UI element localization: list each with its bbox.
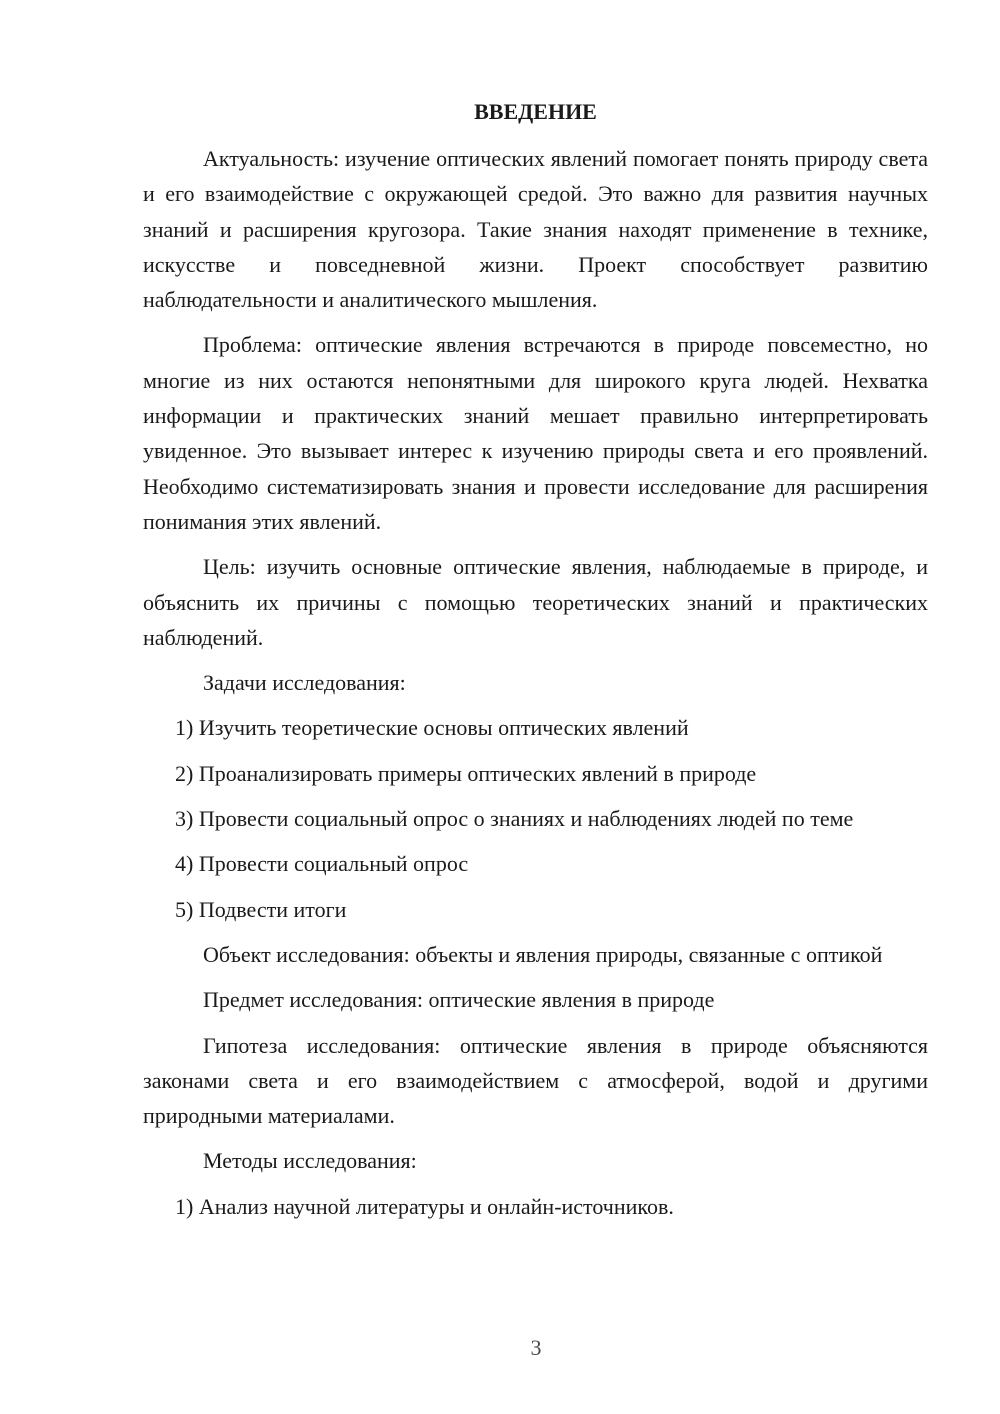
page-number-label: 3: [530, 1335, 542, 1360]
methods-title: Методы исследования:: [203, 1148, 417, 1174]
method-item: 1) Анализ научной литературы и онлайн-источников.: [175, 1193, 674, 1219]
task-item: 2) Проанализировать примеры оптических явлений в природе: [175, 760, 757, 786]
page-heading: ВВЕДЕНИЕ: [474, 99, 597, 124]
page-content: [143, 94, 928, 1234]
task-item: 5) Подвести итоги: [175, 896, 347, 922]
task-item: 1) Изучить теоретические основы оптических явлений: [175, 715, 689, 741]
hypothesis-paragraph: Гипотеза исследования: оптические явления в природе объясняются законами света и его взаимодействием с атмосферой, водой и другими природными материалами.: [143, 1032, 928, 1129]
object-paragraph: Объект исследования: объекты и явления природы, связанные с оптикой: [203, 941, 883, 967]
relevance-paragraph: Актуальность: изучение оптических явлений помогает понять природу света и его взаимодействие с окружающей средой. Это важно для развития научных знаний и расширения кругозора. Такие знания находят применение в технике, искусстве и повседневной жизни. Проект способствует развитию наблюдательности и аналитического мышления.: [143, 146, 928, 313]
subject-paragraph: Предмет исследования: оптические явления в природе: [203, 987, 715, 1013]
task-item: 4) Провести социальный опрос: [175, 851, 469, 877]
goal-paragraph: Цель: изучить основные оптические явления, наблюдаемые в природе, и объяснить их причины с помощью теоретических знаний и практических наблюдений.: [143, 554, 928, 650]
page-number: [0, 1335, 1000, 1361]
task-item: 3) Провести социальный опрос о знаниях и наблюдениях людей по теме: [175, 806, 854, 832]
problem-paragraph: Проблема: оптические явления встречаются в природе повсеместно, но многие из них остаются непонятными для широкого круга людей. Нехватка информации и практических знаний мешает правильно интерпретировать увиденное. Это вызывает интерес к изучению природы света и его проявлений. Необходимо систематизировать знания и провести исследование для расширения понимания этих явлений.: [143, 332, 928, 534]
tasks-title: Задачи исследования:: [203, 670, 406, 696]
